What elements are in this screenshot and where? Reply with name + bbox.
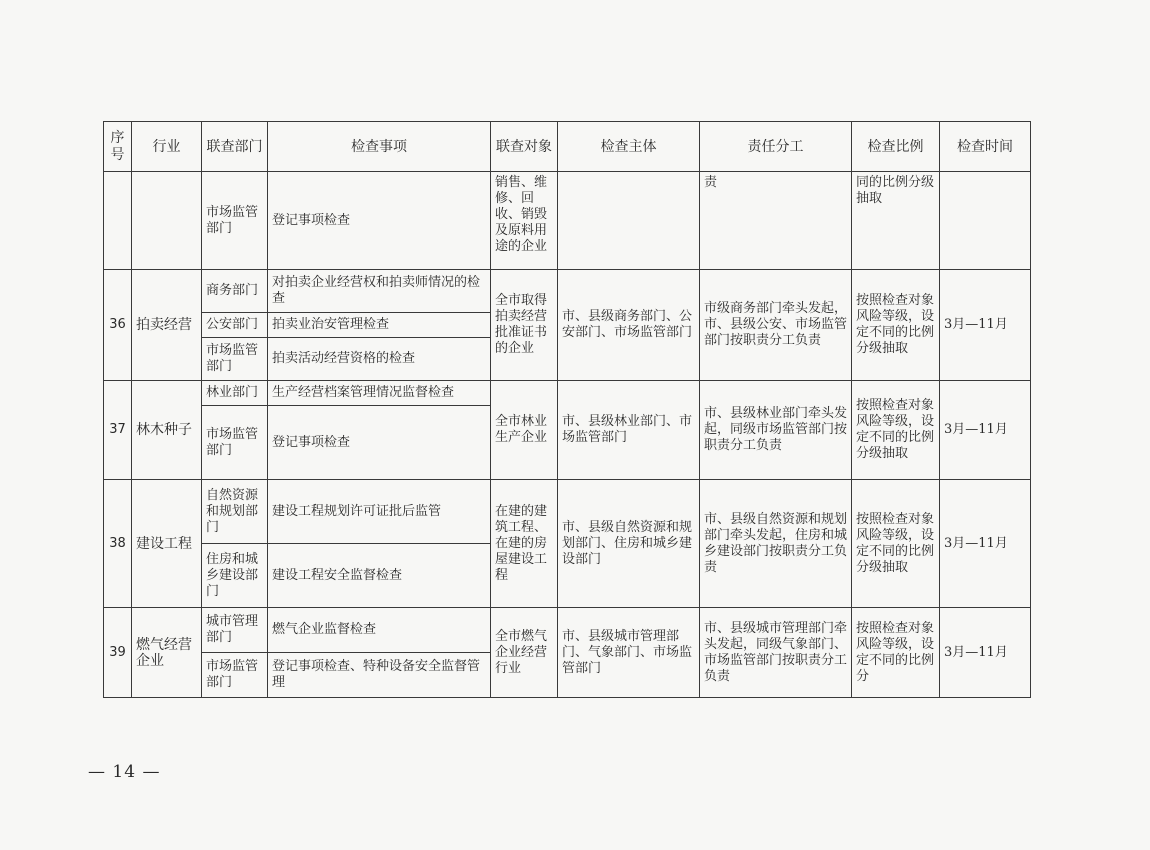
table-row: [104, 172, 1031, 270]
cell-item: 登记事项检查、特种设备安全监督管理: [268, 653, 491, 698]
cell-target: 全市林业生产企业: [491, 381, 558, 480]
cell-target: 在建的建筑工程、在建的房屋建设工程: [491, 480, 558, 608]
cell-time: 3月—11月: [940, 270, 1031, 381]
cell-subject: 市、县级自然资源和规划部门、住房和城乡建设部门: [558, 480, 700, 608]
cell-dept: 市场监管部门: [202, 338, 268, 381]
header-ratio: 检查比例: [852, 122, 940, 172]
cell-item: 登记事项检查: [268, 172, 491, 270]
cell-time: 3月—11月: [940, 381, 1031, 480]
cell-industry: 建设工程: [132, 480, 202, 608]
header-no: 序号: [104, 122, 132, 172]
cell-item: 建设工程规划许可证批后监管: [268, 480, 491, 544]
cell-industry: 拍卖经营: [132, 270, 202, 381]
header-time: 检查时间: [940, 122, 1031, 172]
cell-duty: 市、县级自然资源和规划部门牵头发起，住房和城乡建设部门按职责分工负责: [700, 480, 852, 608]
cell-no: 36: [104, 270, 132, 381]
header-duty: 责任分工: [700, 122, 852, 172]
cell-duty: 市级商务部门牵头发起，市、县级公安、市场监管部门按职责分工负责: [700, 270, 852, 381]
header-item: 检查事项: [268, 122, 491, 172]
header-subject: 检查主体: [558, 122, 700, 172]
cell-item: 建设工程安全监督检查: [268, 544, 491, 608]
cell-subject: 市、县级城市管理部门、气象部门、市场监管部门: [558, 608, 700, 698]
cell-time: 3月—11月: [940, 608, 1031, 698]
cell-dept: 林业部门: [202, 381, 268, 406]
header-industry: 行业: [132, 122, 202, 172]
table-row: [104, 270, 1031, 313]
cell-target: 销售、维修、回收、销毁及原料用途的企业: [491, 172, 558, 270]
cell-ratio: 按照检查对象风险等级，设定不同的比例分: [852, 608, 940, 698]
cell-item: 燃气企业监督检查: [268, 608, 491, 653]
cell-industry: [132, 172, 202, 270]
cell-ratio: 按照检查对象风险等级，设定不同的比例分级抽取: [852, 480, 940, 608]
header-row: [104, 122, 1031, 172]
cell-time: [940, 172, 1031, 270]
cell-no: 38: [104, 480, 132, 608]
cell-no: [104, 172, 132, 270]
cell-duty: 市、县级城市管理部门牵头发起，同级气象部门、市场监管部门按职责分工负责: [700, 608, 852, 698]
cell-dept: 公安部门: [202, 313, 268, 338]
cell-industry: 林木种子: [132, 381, 202, 480]
cell-item: 拍卖活动经营资格的检查: [268, 338, 491, 381]
cell-dept: 自然资源和规划部门: [202, 480, 268, 544]
cell-dept: 市场监管部门: [202, 653, 268, 698]
cell-item: 登记事项检查: [268, 406, 491, 480]
cell-item: 拍卖业治安管理检查: [268, 313, 491, 338]
cell-subject: 市、县级林业部门、市场监管部门: [558, 381, 700, 480]
inspection-table: [103, 121, 1031, 698]
cell-target: 全市取得拍卖经营批准证书的企业: [491, 270, 558, 381]
cell-dept: 城市管理部门: [202, 608, 268, 653]
header-target: 联查对象: [491, 122, 558, 172]
cell-target: 全市燃气企业经营行业: [491, 608, 558, 698]
cell-industry: 燃气经营企业: [132, 608, 202, 698]
cell-dept: 住房和城乡建设部门: [202, 544, 268, 608]
table-row: [104, 480, 1031, 544]
cell-ratio: 按照检查对象风险等级，设定不同的比例分级抽取: [852, 381, 940, 480]
cell-dept: 市场监管部门: [202, 172, 268, 270]
cell-subject: 市、县级商务部门、公安部门、市场监管部门: [558, 270, 700, 381]
cell-duty: 责: [700, 172, 852, 270]
page-number: — 14 —: [88, 762, 161, 782]
cell-no: 37: [104, 381, 132, 480]
cell-dept: 商务部门: [202, 270, 268, 313]
table-row: [104, 608, 1031, 653]
cell-time: 3月—11月: [940, 480, 1031, 608]
cell-item: 生产经营档案管理情况监督检查: [268, 381, 491, 406]
cell-no: 39: [104, 608, 132, 698]
table-row: [104, 381, 1031, 406]
header-dept: 联查部门: [202, 122, 268, 172]
cell-dept: 市场监管部门: [202, 406, 268, 480]
cell-duty: 市、县级林业部门牵头发起，同级市场监管部门按职责分工负责: [700, 381, 852, 480]
cell-ratio: 同的比例分级抽取: [852, 172, 940, 270]
cell-subject: [558, 172, 700, 270]
cell-ratio: 按照检查对象风险等级，设定不同的比例分级抽取: [852, 270, 940, 381]
cell-item: 对拍卖企业经营权和拍卖师情况的检查: [268, 270, 491, 313]
